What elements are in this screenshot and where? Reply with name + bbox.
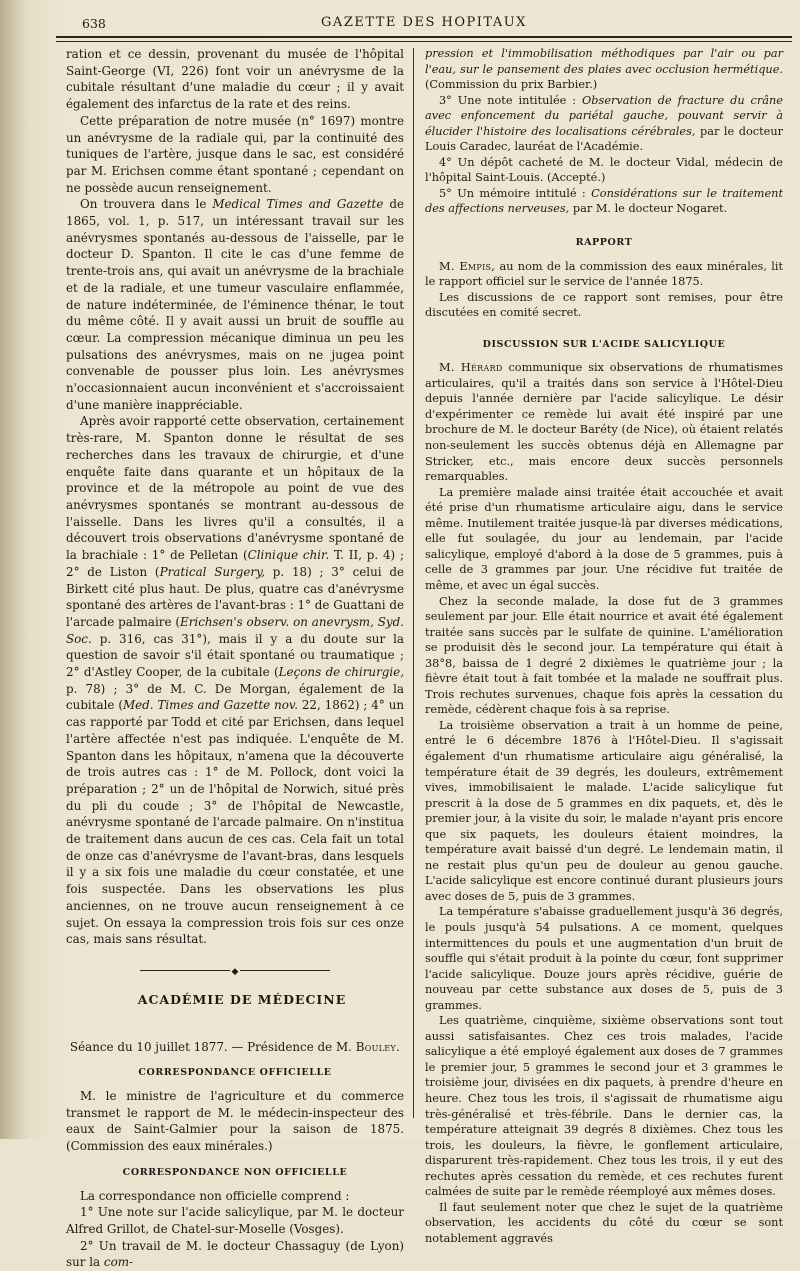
seance-line: Séance du 10 juillet 1877. — Présidence de M. Bouley. [69,1039,401,1054]
list-item: 4° Un dépôt cacheté de M. le docteur Vidal, médecin de l'hôpital Saint-Louis. (Accepté.) [425,155,783,185]
page-header [56,10,792,38]
paragraph: M. le ministre de l'agriculture et du commerce transmet le rapport de M. le médecin-inspecteur des eaux de Saint-Galmier pour la saison de 1875. (Commission des eaux minérales.) [66,1089,404,1154]
paragraph: La première malade ainsi traitée était accouchée et avait été prise d'un rhumatisme articulaire aigu, dans le service même. Inutilement traitée jusque-là par diverses médications, elle fut soulagée, du jour au lendemain, par l'acide salicylique, employé d'abord à la dose de 5 grammes, puis à celle de 3 grammes par jour. Une récidive fut traitée de même, et avec un égal succès. [425,485,783,592]
page-binding-edge [0,0,28,1139]
list-item: 5° Un mémoire intitulé : Considérations sur le traitement des affections nerveuses, par M. le docteur Nogaret. [425,186,783,216]
paragraph: La troisième observation a trait à un homme de peine, entré le 6 décembre 1876 à l'Hôtel-Dieu. Il s'agissait également d'un rhumatisme articulaire aigu généralisé, la température était de 39 degrés, les douleurs, extrêmement vives, immobilisaient le malade. L'acide salicylique fut prescrit à la dose de 5 grammes en dix paquets, et, dès le premier jour, à la visite du soir, le malade n'ayant pris encore que six paquets, les douleurs étaient moindres, la température avait baissé d'un degré. Le lendemain matin, il ne restait plus qu'un peu de douleur au genou gauche. L'acide salicylique est encore continué durant plusieurs jours avec doses de 5, puis de 3 grammes. [425,718,783,903]
subhead-correspondance-non-officielle: CORRESPONDANCE NON OFFICIELLE [122,1166,348,1178]
paragraph: M. Hérard communique six observations de rhumatismes articulaires, qu'il a traités dans son service à l'Hôtel-Dieu depuis l'année dernière par l'acide salicylique. Le désir d'expérimenter ce remède lui avait été inspiré par une brochure de M. le docteur Baréty (de Nice), où étaient relatés non-seulement les succès obtenus déjà en Allemagne par Stricker, etc., mais encore deux succès personnels remarquables. [425,361,783,484]
paragraph: La température s'abaisse graduellement jusqu'à 36 degrés, le pouls jusqu'à 54 pulsations. A ce moment, quelques intermittences du pouls et une augmentation d'un bruit de souffle qui s'était produit à la pointe du cœur, font supprimer l'acide salicylique. Douze jours après récidive, guérie de nouveau par cette substance aux doses de 5, puis de 3 grammes. [425,905,783,1012]
list-item: 1° Une note sur l'acide salicylique, par M. le docteur Alfred Grillot, de Chatel-sur-Moselle (Vosges). [66,1205,404,1236]
column-separator [413,48,414,1118]
paragraph: pression et l'immobilisation méthodiques par l'air ou par l'eau, sur le pansement des plaies avec occlusion hermétique. (Commission du prix Barbier.) [425,47,783,92]
header-rule [56,41,792,42]
paragraph: M. Empis, au nom de la commission des eaux minérales, lit le rapport officiel sur le service de l'année 1875. [425,259,783,289]
subhead-correspondance-officielle: CORRESPONDANCE OFFICIELLE [138,1067,332,1079]
subhead-discussion: DISCUSSION SUR L'ACIDE SALICYLIQUE [482,338,726,350]
journal-title: GAZETTE DES HOPITAUX [321,15,527,30]
list-item: 2° Un travail de M. le docteur Chassaguy (de Lyon) sur la com- [66,1238,404,1270]
paragraph: Chez la seconde malade, la dose fut de 3 grammes seulement par jour. Elle était nourrice et avait été également traitée sans succès par le sulfate de quinine. L'amélioration se produisit dès le second jour. La température qui était à 38°8, baissa de 1 degré 2 dixièmes le quatrième jour ; la fièvre était tout à fait tombée et la malade ne souffrait plus. Trois rechutes survenues, chaque fois après la cessation du remède, cédèrent chaque fois à sa reprise. [425,594,783,717]
list-item: 3° Une note intitulée : Observation de fracture du crâne avec enfoncement du pariétal gauche, pouvant servir à élucider l'histoire des localisations cérébrales, par le docteur Louis Caradec, lauréat de l'Académie. [425,93,783,154]
paragraph: On trouvera dans le Medical Times and Gazette de 1865, vol. 1, p. 517, un intéressant travail sur les anévrysmes spontanés au-dessous de l'aisselle, par le docteur D. Spanton. Il cite le cas d'une femme de trente-trois ans, qui avait un anévrysme de la brachiale et de la radiale, et une tumeur vasculaire enflammée, de nature indéterminée, de l'éminence thénar, le tout du même côté. Il y avait aussi un bruit de souffle au cœur. La compression mécanique diminua un peu les pulsations des anévrysmes, mais on ne jugea point convenable de pousser plus loin. Les anévrysmes n'occasionnaient aucun inconvénient et s'accroissaient d'une manière inappréciable. [66,197,404,412]
paragraph: Après avoir rapporté cette observation, certainement très-rare, M. Spanton donne le résultat de ses recherches dans les travaux de chirurgie, et d'une enquête faite dans quarante et un hôpitaux de la province et de la métropole au point de vue des anévrysmes spontanés se montrant au-dessous de l'aisselle. Dans les livres qu'il a consultés, il a découvert trois observations d'anévrysme spontané de la brachiale : 1° de Pelletan (Clinique chir. T. II, p. 4) ; 2° de Liston (Pratical Surgery, p. 18) ; 3° celui de Birkett cité plus haut. De plus, quatre cas d'anévrysme spontané des artères de l'avant-bras : 1° de Guattani de l'arcade palmaire (Erichsen's observ. on anevrysm, Syd. Soc. p. 316, cas 31°), mais il y a du doute sur la question de savoir s'il était spontané ou traumatique ; 2° d'Astley Cooper, de la cubitale (Leçons de chirurgie, p. 78) ; 3° de M. C. De Morgan, également de la cubitale (Med. Times and Gazette nov. 22, 1862) ; 4° un cas rapporté par Todd et cité par Erichsen, dans lequel l'artère affectée n'est pas indiquée. L'enquête de M. Spanton dans les hôpitaux, n'amena que la découverte de trois autres cas : 1° de M. Pollock, dont voici la préparation ; 2° un de l'hôpital de Norwich, situé près du pli du coude ; 3° de l'hôpital de Newcastle, anévrysme spontané de l'arcade palmaire. On n'institua de traitement dans aucun de ces cas. Cela fait un total de onze cas d'anévrysme de l'avant-bras, dans lesquels il y a six fois une maladie du cœur constatée, et une fois suspectée. Dans les observations les plus anciennes, on ne trouve aucun renseignement à ce sujet. On essaya la compression trois fois sur ces onze cas, mais sans résultat. [66,414,405,947]
section-title-academie: ACADÉMIE DE MÉDECINE [137,991,347,1007]
left-column [66,46,404,1271]
paragraph: La correspondance non officielle comprend : [80,1188,350,1203]
right-column [425,46,783,1246]
subhead-rapport: RAPPORT [575,237,633,249]
paragraph: Cette préparation de notre musée (n° 1697) montre un anévrysme de la radiale qui, par la continuité des tuniques de l'artère, jusque dans le sac, est considéré par M. Erichsen comme étant spontané ; cependant on ne possède aucun renseignement. [66,113,404,195]
paragraph: Les quatrième, cinquième, sixième observations sont tout aussi satisfaisantes. Chez ces trois malades, l'acide salicylique a été employé également aux doses de 7 grammes le premier jour, 5 grammes le second jour et 3 grammes le troisième jour, divisées en dix paquets, à prendre d'heure en heure. Chez tous les trois, il s'agissait de rhumatisme aigu très-généralisé et très-fébrile. Dans le dernier cas, la température atteignait 39 degrés 8 dixièmes. Chez tous les trois, les douleurs, la fièvre, le gonflement articulaire, disparurent très-rapidement. Chez tous les trois, il y eut des rechutes après cessation du remède, et ces rechutes furent calmées de suite par le remède réemployé aux mêmes doses. [425,1014,783,1199]
paragraph: ration et ce dessin, provenant du musée de l'hôpital Saint-George (VI, 226) font voir un anévrysme de la cubitale résultant d'une maladie du cœur ; il y avait également des infarctus de la rate et des reins. [66,47,404,112]
page-number: 638 [82,16,106,31]
section-ornament: ◆ [66,962,404,972]
paragraph: Les discussions de ce rapport sont remises, pour être discutées en comité secret. [425,290,783,320]
paragraph: Il faut seulement noter que chez le sujet de la quatrième observation, les accidents du côté du cœur se sont notablement aggravés [425,1200,783,1245]
